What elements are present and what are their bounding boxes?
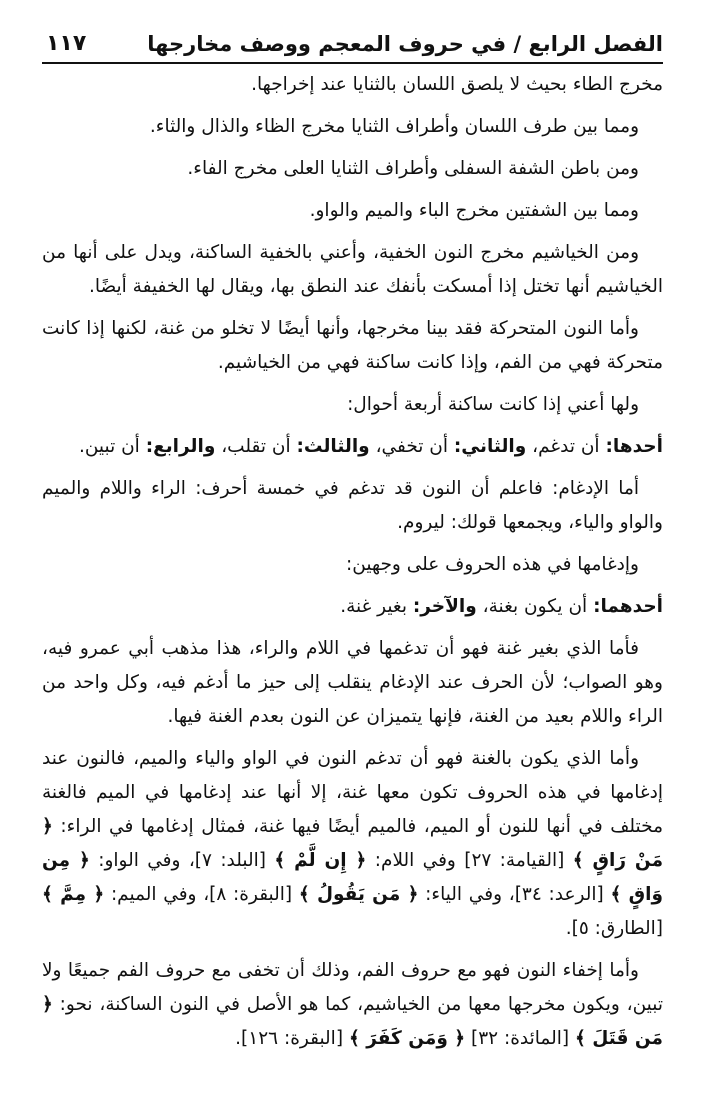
text-run: [المائدة: ٣٢] (465, 1028, 575, 1049)
bold-term: والآخر: (412, 596, 477, 617)
page-header (42, 0, 663, 64)
paragraph: مخرج الطاء بحيث لا يلصق اللسان بالثنايا عند إخراجها. (251, 74, 663, 95)
paragraph: ومن الخياشيم مخرج النون الخفية، وأعني بالخفية الساكنة، ويدل على أنها من الخياشيم أنها تختل إذا أمسكت بأنفك عند النطق بها، ويقال لها الخفيفة أيضًا. (42, 242, 663, 297)
running-title: الفصل الرابع / في حروف المعجم ووصف مخارجها (147, 32, 663, 56)
text-run: أن يكون بغنة، (476, 596, 594, 617)
text-run: أن تقلب، (215, 436, 297, 457)
paragraph: ومن باطن الشفة السفلى وأطراف الثنايا العلى مخرج الفاء. (187, 158, 639, 179)
paragraph: فأما الذي بغير غنة فهو أن تدغمها في اللام والراء، هذا مذهب أبي عمرو فيه، وهو الصواب؛ لأن الحرف عند الإدغام ينقلب إلى حيز ما أدغم فيه، وكل واحد من الراء واللام بعيد من الغنة، فإنها يتميزان عن النون بعدم الغنة فيها. (42, 638, 663, 727)
quran-verse: ﴿ وَمَن كَفَرَ ﴾ (348, 1028, 466, 1049)
quran-verse: ﴿ مَن قَتَلَ ﴾ (42, 994, 663, 1049)
bold-term: والثاني: (453, 436, 527, 457)
quran-verse: ﴿ إِن لَّمْ ﴾ (274, 850, 367, 871)
paragraph: أما الإدغام: فاعلم أن النون قد تدغم في خمسة أحرف: الراء واللام والميم والواو والياء، ويجمعها قولك: ليروم. (42, 478, 663, 533)
paragraph: وأما النون المتحركة فقد بينا مخرجها، وأنها أيضًا لا تخلو من غنة، لكنها إذا كانت متحركة فهي من الفم، وإذا كانت ساكنة فهي من الخياشيم. (42, 318, 663, 373)
text-run: [الطارق: ٥]. (565, 918, 663, 939)
paragraph: وإدغامها في هذه الحروف على وجهين: (346, 554, 639, 575)
bold-term: والرابع: (145, 436, 216, 457)
text-run: وأما إخفاء النون فهو مع حروف الفم، وذلك أن تخفى مع حروف الفم جميعًا ولا تبين، ويكون مخرجها معها من الخياشيم، كما هو الأصل في النون الساكنة، نحو: (42, 960, 663, 1015)
bold-term: أحدها: (605, 436, 663, 457)
text-run: أن تدغم، (526, 436, 606, 457)
bold-term: والثالث: (296, 436, 370, 457)
quran-verse: ﴿ مِن وَاقٍ ﴾ (42, 850, 663, 905)
paragraph: ومما بين طرف اللسان وأطراف الثنايا مخرج الظاء والذال والثاء. (149, 116, 639, 137)
paragraph-two-ways (42, 590, 663, 624)
paragraph-idgham-examples (42, 742, 663, 946)
page-number: ١١٧ (46, 31, 87, 56)
paragraph-four-cases (42, 430, 663, 464)
text-run: أن تخفي، (369, 436, 454, 457)
quran-verse: ﴿ مَن يَقُولُ ﴾ (298, 884, 419, 905)
text-run: بغير غنة. (340, 596, 413, 617)
text-run: [الرعد: ٣٤]، وفي الياء: (418, 884, 611, 905)
body-text (42, 64, 663, 1056)
text-run: [البقرة: ١٢٦]. (235, 1028, 349, 1049)
text-run: [البلد: ٧]، وفي الواو: (89, 850, 275, 871)
text-run: أن تبين. (78, 436, 146, 457)
quran-verse: ﴿ مَنْ رَاقٍ ﴾ (42, 816, 664, 871)
paragraph-ikhfa-examples (42, 954, 663, 1056)
paragraph: ولها أعني إذا كانت ساكنة أربعة أحوال: (347, 394, 639, 415)
bold-term: أحدهما: (593, 596, 663, 617)
text-run: [البقرة: ٨]، وفي الميم: (104, 884, 299, 905)
text-run: [القيامة: ٢٧] وفي اللام: (366, 850, 573, 871)
paragraph: ومما بين الشفتين مخرج الباء والميم والواو. (309, 200, 639, 221)
text-run: وأما الذي يكون بالغنة فهو أن تدغم النون في الواو والياء والميم، فالنون عند إدغامها في هذه الحروف تكون معها غنة، إلا أنها عند إدغامها في الميم فالغنة مختلف في أنها للنون أو الميم، فالميم أيضًا فيها غنة، فمثال إدغامها في الراء: (42, 748, 663, 837)
quran-verse: ﴿ مِمَّ ﴾ (42, 884, 105, 905)
